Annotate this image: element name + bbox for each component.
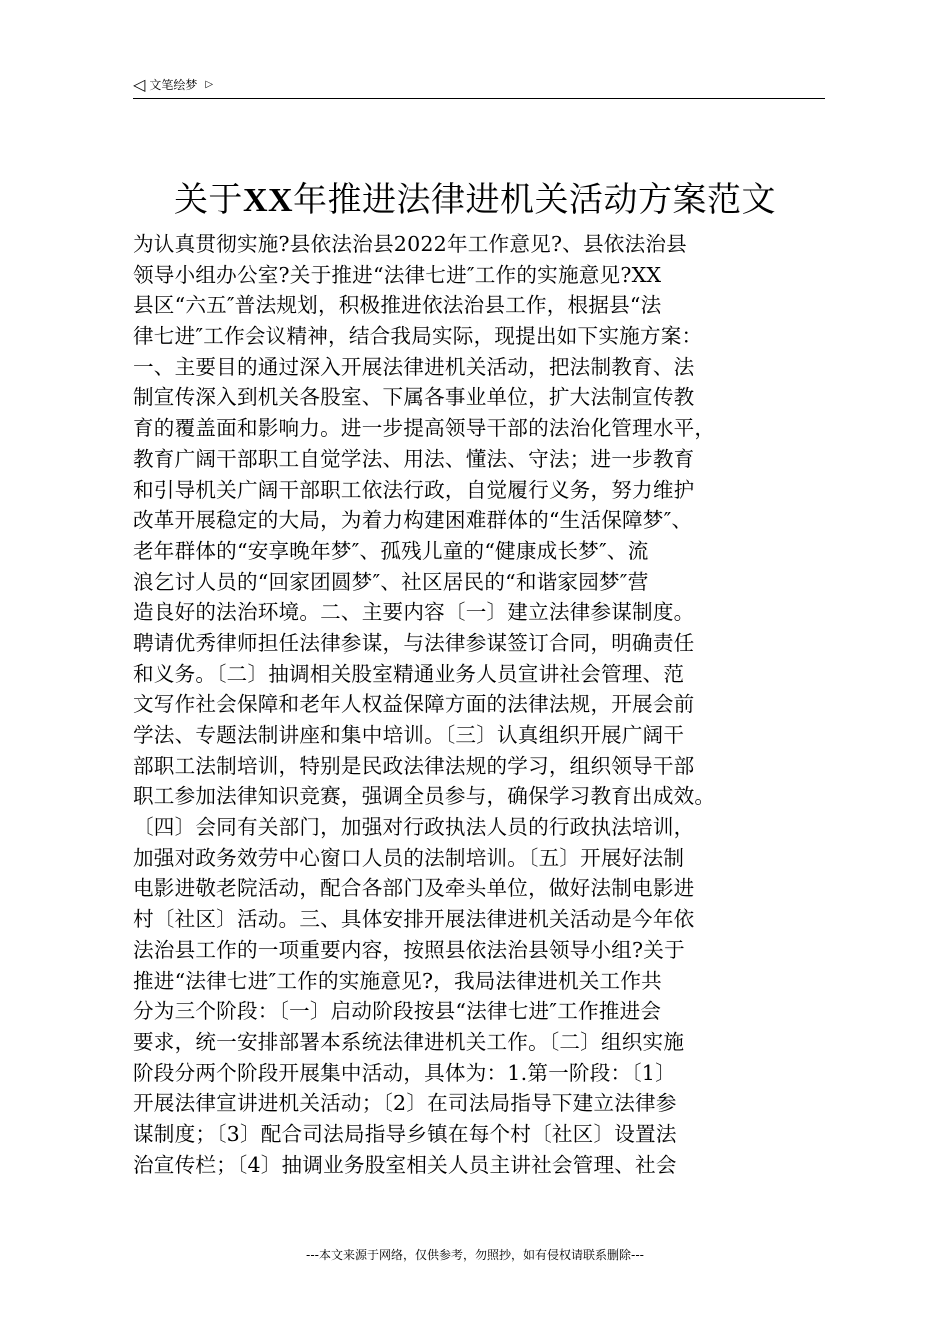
body-line: 文写作社会保障和老年人权益保障方面的法律法规，开展会前 — [133, 692, 695, 717]
body-line: 职工参加法律知识竞赛，强调全员参与，确保学习教育出成效。 — [133, 784, 716, 809]
footer-disclaimer: ---本文来源于网络，仅供参考，勿照抄，如有侵权请联系删除--- — [306, 1248, 644, 1262]
body-line: 老年群体的“安享晚年梦″、孤残儿童的“健康成长梦″、流 — [133, 538, 649, 563]
body-line: 领导小组办公室?关于推进“法律七进″工作的实施意见?XX — [133, 262, 662, 287]
brand — [133, 76, 213, 93]
body-line: 制宣传深入到机关各股室、下属各事业单位，扩大法制宣传教 — [133, 385, 695, 410]
document-title — [0, 178, 950, 223]
body-line: 治宣传栏；〔4〕抽调业务股室相关人员主讲社会管理、社会 — [133, 1152, 677, 1177]
body-line: 聘请优秀律师担任法律参谋，与法律参谋签订合同，明确责任 — [133, 630, 695, 655]
document-body — [133, 229, 833, 1180]
body-line: 法治县工作的一项重要内容，按照县依法治县领导小组?关于 — [133, 937, 685, 962]
body-line: 县区“六五″普法规划，积极推进依法治县工作，根据县“法 — [133, 293, 662, 318]
body-line: 一、主要目的通过深入开展法律进机关活动，把法制教育、法 — [133, 354, 695, 379]
page-header — [133, 72, 825, 99]
body-line: 和引导机关广阔干部职工依法行政，自觉履行义务，努力维护 — [133, 477, 695, 502]
body-line: 电影进敬老院活动，配合各部门及牵头单位，做好法制电影进 — [133, 876, 695, 901]
body-line: 分为三个阶段：〔一〕启动阶段按县“法律七进″工作推进会 — [133, 999, 662, 1024]
body-line: 村〔社区〕活动。三、具体安排开展法律进机关活动是今年依 — [133, 907, 695, 932]
body-line: 〔四〕会同有关部门，加强对行政执法人员的行政执法培训， — [133, 815, 695, 840]
title-suffix: 年推进法律进机关活动方案范文 — [293, 180, 777, 220]
title-prefix: 关于 — [173, 180, 243, 220]
body-line: 浪乞讨人员的“回家团圆梦″、社区居民的“和谐家园梦″营 — [133, 569, 649, 594]
title-bold: XX — [242, 182, 294, 219]
body-line: 为认真贯彻实施?县依法治县2022年工作意见?、县依法治县 — [133, 232, 687, 256]
body-line: 加强对政务效劳中心窗口人员的法制培训。〔五〕开展好法制 — [133, 845, 685, 870]
brand-text: 文笔绘梦 — [149, 78, 198, 92]
body-line: 学法、专题法制讲座和集中培训。〔三〕认真组织开展广阔干 — [133, 723, 685, 747]
triangle-right-icon: ▷ — [205, 78, 214, 90]
body-line: 部职工法制培训，特别是民政法律法规的学习，组织领导干部 — [133, 753, 695, 778]
body-line: 教育广阔干部职工自觉学法、用法、懂法、守法；进一步教育 — [133, 446, 695, 471]
body-line: 谋制度；〔3〕配合司法局指导乡镇在每个村〔社区〕设置法 — [133, 1121, 677, 1146]
body-line: 和义务。〔二〕抽调相关股室精通业务人员宣讲社会管理、范 — [133, 661, 685, 686]
body-line: 要求，统一安排部署本系统法律进机关工作。〔二〕组织实施 — [133, 1029, 685, 1054]
body-line: 律七进″工作会议精神，结合我局实际，现提出如下实施方案： — [133, 324, 703, 349]
body-line: 造良好的法治环境。二、主要内容〔一〕建立法律参谋制度。 — [133, 600, 695, 625]
body-line: 阶段分两个阶段开展集中活动，具体为：1.第一阶段：〔1〕 — [133, 1060, 676, 1085]
body-line: 育的覆盖面和影响力。进一步提高领导干部的法治化管理水平， — [133, 416, 716, 441]
triangle-left-icon: ◁ — [133, 74, 146, 94]
body-line: 开展法律宣讲进机关活动；〔2〕在司法局指导下建立法律参 — [133, 1091, 677, 1116]
body-line: 推进“法律七进″工作的实施意见?，我局法律进机关工作共 — [133, 968, 662, 993]
body-line: 改革开展稳定的大局，为着力构建困难群体的“生活保障梦″、 — [133, 508, 693, 533]
